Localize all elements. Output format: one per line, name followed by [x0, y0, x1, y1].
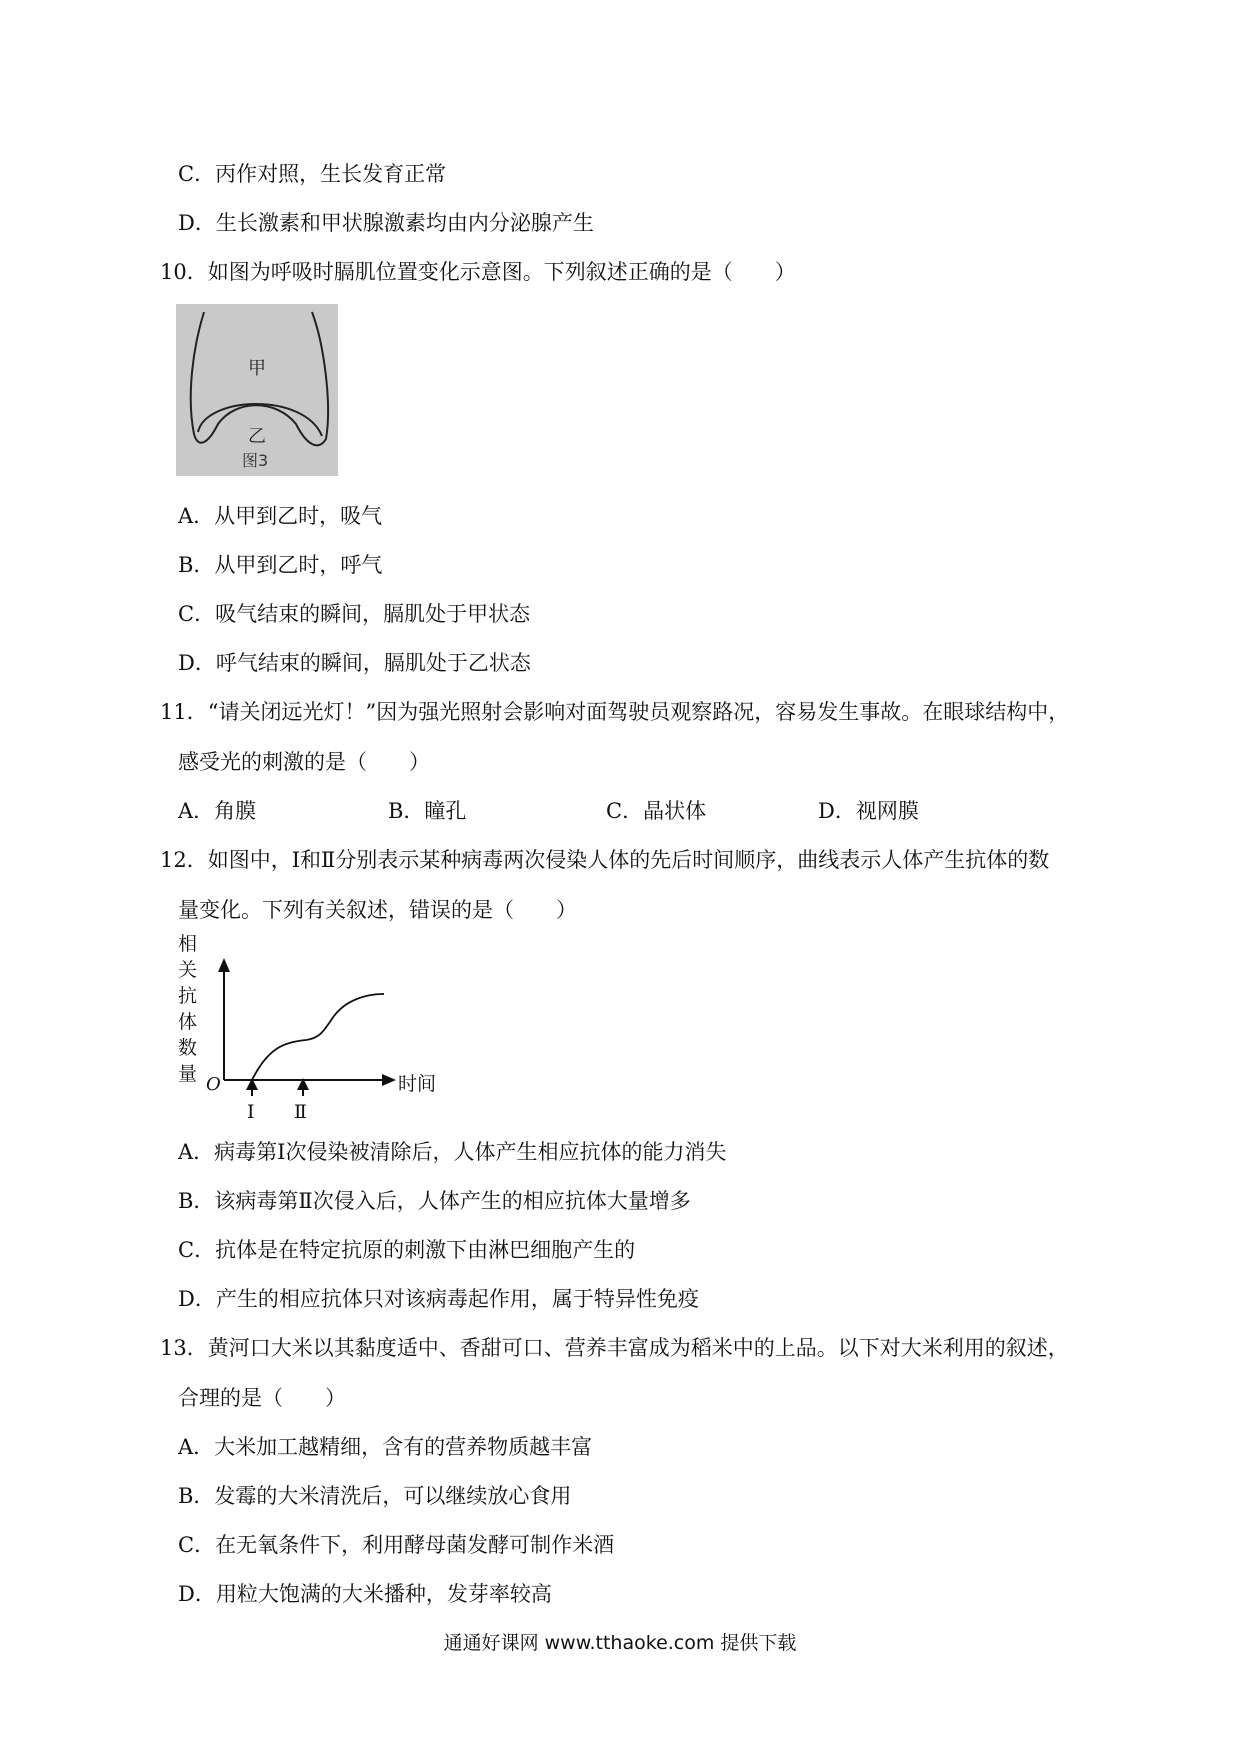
q13-stem-line1: 13．黄河口大米以其黏度适中、香甜可口、营养丰富成为稻米中的上品。以下对大米利用的叙述， — [160, 1336, 1069, 1360]
q13-option-a: A．大米加工越精细，含有的营养物质越丰富 — [178, 1435, 593, 1459]
q12-option-c: C．抗体是在特定抗原的刺激下由淋巴细胞产生的 — [178, 1238, 636, 1262]
q10-option-a: A．从甲到乙时，吸气 — [178, 504, 383, 528]
origin-label: O — [206, 1074, 221, 1095]
y-axis-label-char: 关 — [178, 959, 198, 981]
svg-text:相关抗体数量 — [178, 933, 197, 1085]
q10-stem: 10．如图为呼吸时膈肌位置变化示意图。下列叙述正确的是（ ） — [160, 260, 796, 284]
q13-option-d: D．用粒大饱满的大米播种，发芽率较高 — [178, 1582, 552, 1606]
q11-option-c: C．晶状体 — [606, 799, 707, 823]
x-axis-label: 时间 — [398, 1073, 437, 1095]
q13-stem-line2: 合理的是（ ） — [178, 1386, 346, 1410]
y-axis-label — [178, 933, 197, 1085]
q12-option-d: D．产生的相应抗体只对该病毒起作用，属于特异性免疫 — [178, 1287, 699, 1311]
q11-stem-line2: 感受光的刺激的是（ ） — [178, 750, 430, 774]
q11-option-d: D．视网膜 — [818, 799, 919, 823]
q12-stem-line2: 量变化。下列有关叙述，错误的是（ ） — [178, 898, 577, 922]
q13-option-b: B．发霉的大米清洗后，可以继续放心食用 — [178, 1484, 572, 1508]
q10-option-b: B．从甲到乙时，呼气 — [178, 553, 383, 577]
q11-stem-line1: 11．“请关闭远光灯！”因为强光照射会影响对面驾驶员观察路况，容易发生事故。在眼球结构中， — [160, 700, 1070, 724]
label-jia: 甲 — [248, 358, 266, 379]
q9-option-d: D．生长激素和甲状腺激素均由内分泌腺产生 — [178, 211, 594, 235]
antibody-chart-svg — [176, 930, 446, 1120]
q13-option-c: C．在无氧条件下，利用酵母菌发酵可制作米酒 — [178, 1533, 615, 1557]
q12-option-b: B．该病毒第Ⅱ次侵入后，人体产生的相应抗体大量增多 — [178, 1189, 691, 1213]
q10-option-d: D．呼气结束的瞬间，膈肌处于乙状态 — [178, 651, 531, 675]
x-axis-arrow — [382, 1074, 396, 1086]
label-yi: 乙 — [248, 426, 266, 447]
y-axis-label-char: 量 — [178, 1063, 198, 1085]
y-axis-arrow — [218, 958, 230, 972]
q11-option-a: A．角膜 — [178, 799, 257, 823]
diaphragm-diagram — [176, 304, 338, 476]
antibody-chart — [176, 930, 446, 1120]
q12-stem-line1: 12．如图中，Ⅰ和Ⅱ分别表示某种病毒两次侵染人体的先后时间顺序，曲线表示人体产生抗体的数 — [160, 848, 1050, 872]
diaphragm-figure — [176, 304, 338, 476]
q9-option-c: C．丙作对照，生长发育正常 — [178, 162, 447, 186]
marker-label-1: Ⅰ — [247, 1101, 255, 1120]
marker-label-2: Ⅱ — [294, 1101, 307, 1120]
y-axis-label-char: 体 — [178, 1011, 198, 1033]
figure-caption: 图3 — [242, 451, 269, 470]
y-axis-label-char: 数 — [178, 1037, 198, 1059]
q10-option-c: C．吸气结束的瞬间，膈肌处于甲状态 — [178, 602, 531, 626]
page-footer: 通通好课网 www.tthaoke.com 提供下载 — [443, 1632, 797, 1654]
antibody-curve — [252, 994, 384, 1080]
y-axis-label-char: 抗 — [178, 985, 198, 1007]
y-axis-label-char: 相 — [178, 933, 198, 955]
q12-option-a: A．病毒第Ⅰ次侵染被清除后，人体产生相应抗体的能力消失 — [178, 1140, 727, 1164]
q11-option-b: B．瞳孔 — [388, 799, 467, 823]
